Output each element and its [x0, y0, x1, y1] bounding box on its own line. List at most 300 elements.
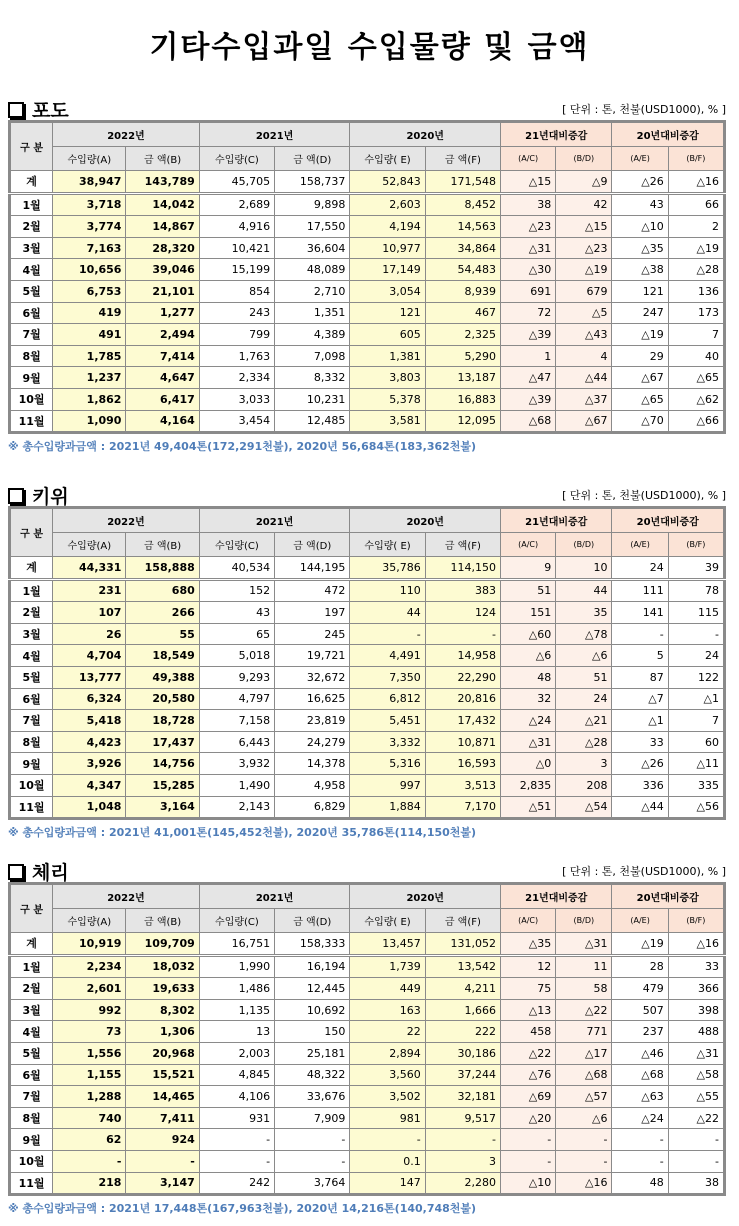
qty-2021: 65	[199, 623, 274, 645]
pct-bd: △57	[556, 1086, 612, 1108]
amt-2020: 2,280	[425, 1172, 500, 1195]
pct-bd: 771	[556, 1021, 612, 1043]
row-label: 11월	[10, 1172, 53, 1195]
header-2021: 2021년	[199, 508, 350, 533]
row-label: 6월	[10, 302, 53, 324]
table-row	[10, 579, 725, 602]
amt-2020: 17,432	[425, 710, 500, 732]
amt-2020: 3,513	[425, 774, 500, 796]
header-gubun: 구 분	[10, 508, 53, 557]
header-2022: 2022년	[53, 884, 200, 909]
pct-bf: 115	[668, 602, 724, 624]
pct-bf: 40	[668, 345, 724, 367]
amt-2020: 1,666	[425, 999, 500, 1021]
amt-2022: 21,101	[126, 280, 199, 302]
qty-2020: 1,381	[350, 345, 425, 367]
table-row	[10, 1064, 725, 1086]
pct-bf: △58	[668, 1064, 724, 1086]
qty-2020: 3,560	[350, 1064, 425, 1086]
amt-2022: 8,302	[126, 999, 199, 1021]
qty-2020: 4,194	[350, 216, 425, 238]
qty-2020: 3,054	[350, 280, 425, 302]
pct-bd: △22	[556, 999, 612, 1021]
qty-2021: 931	[199, 1107, 274, 1129]
qty-2020: 1,884	[350, 796, 425, 819]
pct-ac: 75	[501, 978, 556, 1000]
qty-2021: 2,003	[199, 1042, 274, 1064]
qty-2022: 491	[53, 324, 126, 346]
pct-bf: -	[668, 623, 724, 645]
amt-2022: 109,709	[126, 933, 199, 956]
header-ac: (A/C)	[501, 909, 556, 933]
pct-bf: 7	[668, 324, 724, 346]
header-bf: (B/F)	[668, 147, 724, 171]
pct-ae: △24	[612, 1107, 668, 1129]
qty-2021: 40,534	[199, 557, 274, 580]
header-qty-a: 수입량(A)	[53, 909, 126, 933]
pct-ae: △1	[612, 710, 668, 732]
amt-2020: 8,939	[425, 280, 500, 302]
pct-ae: △38	[612, 259, 668, 281]
qty-2020: 449	[350, 978, 425, 1000]
header-amt-b: 금 액(B)	[126, 909, 199, 933]
pct-ae: 111	[612, 579, 668, 602]
amt-2020: 124	[425, 602, 500, 624]
pct-bf: △11	[668, 753, 724, 775]
amt-2022: 14,042	[126, 193, 199, 216]
header-amt-d: 금 액(D)	[275, 533, 350, 557]
header-bd: (B/D)	[556, 533, 612, 557]
pct-ac: 12	[501, 955, 556, 978]
amt-2020: 7,170	[425, 796, 500, 819]
qty-2020: 1,739	[350, 955, 425, 978]
amt-2022: 3,164	[126, 796, 199, 819]
pct-bf: △55	[668, 1086, 724, 1108]
pct-ac: △22	[501, 1042, 556, 1064]
pct-bd: △28	[556, 731, 612, 753]
header-ac: (A/C)	[501, 533, 556, 557]
section-header	[8, 860, 730, 882]
table-row	[10, 1107, 725, 1129]
pct-bd: △43	[556, 324, 612, 346]
section-cherry	[8, 860, 730, 1216]
qty-2021: 6,443	[199, 731, 274, 753]
pct-ae: △26	[612, 171, 668, 194]
header-vs21: 21년대비증감	[501, 122, 612, 147]
amt-2021: 4,958	[275, 774, 350, 796]
pct-bd: 35	[556, 602, 612, 624]
pct-ac: -	[501, 1129, 556, 1151]
qty-2021: 16,751	[199, 933, 274, 956]
pct-ac: △69	[501, 1086, 556, 1108]
pct-bf: △22	[668, 1107, 724, 1129]
data-table	[8, 506, 726, 820]
qty-2020: 52,843	[350, 171, 425, 194]
table-row	[10, 623, 725, 645]
amt-2022: 266	[126, 602, 199, 624]
pct-bd: △17	[556, 1042, 612, 1064]
qty-2022: 4,704	[53, 645, 126, 667]
pct-bf: △66	[668, 410, 724, 433]
pct-ae: △19	[612, 933, 668, 956]
total-row	[10, 933, 725, 956]
header-2022: 2022년	[53, 508, 200, 533]
amt-2020: 2,325	[425, 324, 500, 346]
amt-2020: 32,181	[425, 1086, 500, 1108]
pct-ac: △23	[501, 216, 556, 238]
pct-ae: △65	[612, 388, 668, 410]
pct-bd: △37	[556, 388, 612, 410]
amt-2020: 16,883	[425, 388, 500, 410]
header-qty-c: 수입량(C)	[199, 147, 274, 171]
pct-bd: △44	[556, 367, 612, 389]
section-header	[8, 98, 730, 120]
row-label: 3월	[10, 237, 53, 259]
amt-2020: 54,483	[425, 259, 500, 281]
amt-2021: 1,351	[275, 302, 350, 324]
amt-2021: 10,231	[275, 388, 350, 410]
row-label: 계	[10, 557, 53, 580]
amt-2022: 55	[126, 623, 199, 645]
row-label: 4월	[10, 259, 53, 281]
table-row	[10, 216, 725, 238]
qty-2021: 4,797	[199, 688, 274, 710]
pct-ae: 87	[612, 666, 668, 688]
amt-2021: -	[275, 1129, 350, 1151]
pct-bd: △68	[556, 1064, 612, 1086]
page-title: 기타수입과일 수입물량 및 금액	[149, 30, 590, 65]
pct-bd: △19	[556, 259, 612, 281]
pct-ac: △31	[501, 731, 556, 753]
pct-ac: △30	[501, 259, 556, 281]
amt-2020: 10,871	[425, 731, 500, 753]
qty-2021: 152	[199, 579, 274, 602]
table-row	[10, 193, 725, 216]
amt-2022: 14,756	[126, 753, 199, 775]
amt-2021: 32,672	[275, 666, 350, 688]
amt-2020: 22,290	[425, 666, 500, 688]
header-amt-d: 금 액(D)	[275, 147, 350, 171]
qty-2020: 3,502	[350, 1086, 425, 1108]
qty-2022: 3,718	[53, 193, 126, 216]
pct-ac: △15	[501, 171, 556, 194]
header-amt-b: 금 액(B)	[126, 533, 199, 557]
amt-2022: 18,032	[126, 955, 199, 978]
pct-ac: △10	[501, 1172, 556, 1195]
pct-bf: 2	[668, 216, 724, 238]
amt-2020: 14,958	[425, 645, 500, 667]
qty-2022: 1,288	[53, 1086, 126, 1108]
total-note: ※ 총수입량과금액 : 2021년 41,001톤(145,452천불), 2020년 35,786톤(114,150천불)	[8, 826, 477, 840]
unit-label: [ 단위 : 톤, 천불(USD1000), % ]	[562, 489, 726, 502]
pct-ae: 28	[612, 955, 668, 978]
amt-2021: 17,550	[275, 216, 350, 238]
row-label: 계	[10, 933, 53, 956]
pct-bf: △65	[668, 367, 724, 389]
amt-2020: 114,150	[425, 557, 500, 580]
pct-ae: △7	[612, 688, 668, 710]
pct-bd: 44	[556, 579, 612, 602]
pct-bf: 60	[668, 731, 724, 753]
qty-2020: -	[350, 1129, 425, 1151]
qty-2021: 3,932	[199, 753, 274, 775]
row-label: 3월	[10, 623, 53, 645]
header-qty-e: 수입량( E)	[350, 533, 425, 557]
table-row	[10, 710, 725, 732]
pct-ae: 237	[612, 1021, 668, 1043]
header-amt-f: 금 액(F)	[425, 533, 500, 557]
amt-2020: 14,563	[425, 216, 500, 238]
row-label: 8월	[10, 345, 53, 367]
table-row	[10, 1086, 725, 1108]
row-label: 7월	[10, 324, 53, 346]
pct-ae: 48	[612, 1172, 668, 1195]
pct-ac: 51	[501, 579, 556, 602]
header-2021: 2021년	[199, 122, 350, 147]
header-bf: (B/F)	[668, 909, 724, 933]
row-label: 2월	[10, 602, 53, 624]
pct-bd: △16	[556, 1172, 612, 1195]
qty-2022: 7,163	[53, 237, 126, 259]
amt-2022: -	[126, 1150, 199, 1172]
amt-2022: 4,647	[126, 367, 199, 389]
pct-bd: -	[556, 1150, 612, 1172]
row-label: 계	[10, 171, 53, 194]
qty-2021: 9,293	[199, 666, 274, 688]
header-2020: 2020년	[350, 122, 501, 147]
qty-2022: 44,331	[53, 557, 126, 580]
pct-bf: 366	[668, 978, 724, 1000]
header-qty-e: 수입량( E)	[350, 147, 425, 171]
qty-2022: 10,919	[53, 933, 126, 956]
qty-2021: 10,421	[199, 237, 274, 259]
amt-2020: 467	[425, 302, 500, 324]
table-row	[10, 1150, 725, 1172]
pct-ae: -	[612, 1150, 668, 1172]
row-label: 9월	[10, 367, 53, 389]
table-row	[10, 999, 725, 1021]
amt-2022: 20,580	[126, 688, 199, 710]
amt-2020: -	[425, 1129, 500, 1151]
amt-2021: 9,898	[275, 193, 350, 216]
amt-2020: 8,452	[425, 193, 500, 216]
pct-bf: 122	[668, 666, 724, 688]
qty-2022: 10,656	[53, 259, 126, 281]
pct-bd: 4	[556, 345, 612, 367]
amt-2022: 924	[126, 1129, 199, 1151]
amt-2022: 17,437	[126, 731, 199, 753]
qty-2020: 13,457	[350, 933, 425, 956]
pct-ac: △76	[501, 1064, 556, 1086]
table-row	[10, 666, 725, 688]
qty-2022: 1,785	[53, 345, 126, 367]
amt-2022: 20,968	[126, 1042, 199, 1064]
amt-2021: 36,604	[275, 237, 350, 259]
pct-ae: 336	[612, 774, 668, 796]
header-vs20: 20년대비증감	[612, 122, 725, 147]
pct-ae: △70	[612, 410, 668, 433]
row-label: 1월	[10, 579, 53, 602]
pct-bf: 488	[668, 1021, 724, 1043]
qty-2020: 2,603	[350, 193, 425, 216]
unit-label: [ 단위 : 톤, 천불(USD1000), % ]	[562, 865, 726, 878]
amt-2021: 24,279	[275, 731, 350, 753]
amt-2022: 4,164	[126, 410, 199, 433]
amt-2021: 23,819	[275, 710, 350, 732]
amt-2021: 245	[275, 623, 350, 645]
amt-2020: 13,542	[425, 955, 500, 978]
pct-bf: △19	[668, 237, 724, 259]
qty-2020: 35,786	[350, 557, 425, 580]
pct-ac: 1	[501, 345, 556, 367]
amt-2021: 158,737	[275, 171, 350, 194]
qty-2021: 2,689	[199, 193, 274, 216]
qty-2022: 1,862	[53, 388, 126, 410]
total-note: ※ 총수입량과금액 : 2021년 17,448톤(167,963천불), 2020년 14,216톤(140,748천불)	[8, 1202, 477, 1216]
qty-2021: 3,454	[199, 410, 274, 433]
pct-bf: -	[668, 1150, 724, 1172]
qty-2022: 5,418	[53, 710, 126, 732]
qty-2021: 43	[199, 602, 274, 624]
amt-2020: 9,517	[425, 1107, 500, 1129]
pct-ac: 32	[501, 688, 556, 710]
header-vs21: 21년대비증감	[501, 884, 612, 909]
pct-bf: 33	[668, 955, 724, 978]
qty-2020: 147	[350, 1172, 425, 1195]
checkbox-bullet-icon	[8, 864, 24, 880]
row-label: 1월	[10, 193, 53, 216]
pct-ae: △46	[612, 1042, 668, 1064]
pct-ac: △35	[501, 933, 556, 956]
table-row	[10, 731, 725, 753]
pct-bf: △16	[668, 933, 724, 956]
row-label: 3월	[10, 999, 53, 1021]
header-amt-f: 금 액(F)	[425, 147, 500, 171]
qty-2022: 1,155	[53, 1064, 126, 1086]
amt-2022: 3,147	[126, 1172, 199, 1195]
pct-ac: 691	[501, 280, 556, 302]
amt-2021: 8,332	[275, 367, 350, 389]
section-kiwi	[8, 484, 730, 840]
amt-2021: 19,721	[275, 645, 350, 667]
pct-ae: 121	[612, 280, 668, 302]
qty-2020: 981	[350, 1107, 425, 1129]
pct-bd: △31	[556, 933, 612, 956]
section-title: 체리	[32, 862, 69, 884]
table-row	[10, 796, 725, 819]
qty-2020: 22	[350, 1021, 425, 1043]
row-label: 2월	[10, 216, 53, 238]
total-row	[10, 171, 725, 194]
header-vs20: 20년대비증감	[612, 884, 725, 909]
table-row	[10, 237, 725, 259]
pct-bf: △16	[668, 171, 724, 194]
amt-2021: 7,098	[275, 345, 350, 367]
table-row	[10, 388, 725, 410]
row-label: 2월	[10, 978, 53, 1000]
amt-2022: 49,388	[126, 666, 199, 688]
row-label: 6월	[10, 1064, 53, 1086]
row-label: 9월	[10, 753, 53, 775]
qty-2021: -	[199, 1150, 274, 1172]
qty-2022: 2,234	[53, 955, 126, 978]
qty-2021: 5,018	[199, 645, 274, 667]
header-bd: (B/D)	[556, 909, 612, 933]
pct-bf: 78	[668, 579, 724, 602]
amt-2021: 16,194	[275, 955, 350, 978]
qty-2020: 0.1	[350, 1150, 425, 1172]
header-qty-c: 수입량(C)	[199, 909, 274, 933]
pct-bd: △5	[556, 302, 612, 324]
qty-2021: 4,106	[199, 1086, 274, 1108]
row-label: 9월	[10, 1129, 53, 1151]
table-row	[10, 345, 725, 367]
qty-2021: 1,763	[199, 345, 274, 367]
pct-ac: △68	[501, 410, 556, 433]
qty-2021: -	[199, 1129, 274, 1151]
qty-2022: 6,753	[53, 280, 126, 302]
pct-bd: 208	[556, 774, 612, 796]
amt-2020: -	[425, 623, 500, 645]
amt-2020: 12,095	[425, 410, 500, 433]
header-2020: 2020년	[350, 508, 501, 533]
amt-2022: 14,465	[126, 1086, 199, 1108]
qty-2021: 2,143	[199, 796, 274, 819]
amt-2022: 7,411	[126, 1107, 199, 1129]
table-row	[10, 1129, 725, 1151]
pct-bf: 66	[668, 193, 724, 216]
qty-2022: 73	[53, 1021, 126, 1043]
pct-ac: △47	[501, 367, 556, 389]
qty-2021: 4,845	[199, 1064, 274, 1086]
qty-2020: 3,332	[350, 731, 425, 753]
table-row	[10, 774, 725, 796]
qty-2022: 4,347	[53, 774, 126, 796]
qty-2021: 13	[199, 1021, 274, 1043]
pct-bf: 24	[668, 645, 724, 667]
qty-2021: 799	[199, 324, 274, 346]
pct-bd: 24	[556, 688, 612, 710]
pct-bd: △6	[556, 645, 612, 667]
header-amt-f: 금 액(F)	[425, 909, 500, 933]
header-bd: (B/D)	[556, 147, 612, 171]
pct-bf: 398	[668, 999, 724, 1021]
pct-ac: 72	[501, 302, 556, 324]
header-ae: (A/E)	[612, 909, 668, 933]
pct-ac: △24	[501, 710, 556, 732]
amt-2021: 14,378	[275, 753, 350, 775]
amt-2021: 25,181	[275, 1042, 350, 1064]
table-row	[10, 753, 725, 775]
qty-2021: 854	[199, 280, 274, 302]
qty-2021: 243	[199, 302, 274, 324]
amt-2022: 143,789	[126, 171, 199, 194]
header-vs20: 20년대비증감	[612, 508, 725, 533]
total-note: ※ 총수입량과금액 : 2021년 49,404톤(172,291천불), 2020년 56,684톤(183,362천불)	[8, 440, 477, 454]
section-title: 포도	[32, 100, 69, 122]
amt-2022: 2,494	[126, 324, 199, 346]
row-label: 4월	[10, 1021, 53, 1043]
header-gubun: 구 분	[10, 884, 53, 933]
pct-ae: 29	[612, 345, 668, 367]
pct-bd: △21	[556, 710, 612, 732]
table-row	[10, 688, 725, 710]
qty-2021: 15,199	[199, 259, 274, 281]
amt-2021: 144,195	[275, 557, 350, 580]
pct-bd: 679	[556, 280, 612, 302]
qty-2020: 3,581	[350, 410, 425, 433]
checkbox-bullet-icon	[8, 102, 24, 118]
